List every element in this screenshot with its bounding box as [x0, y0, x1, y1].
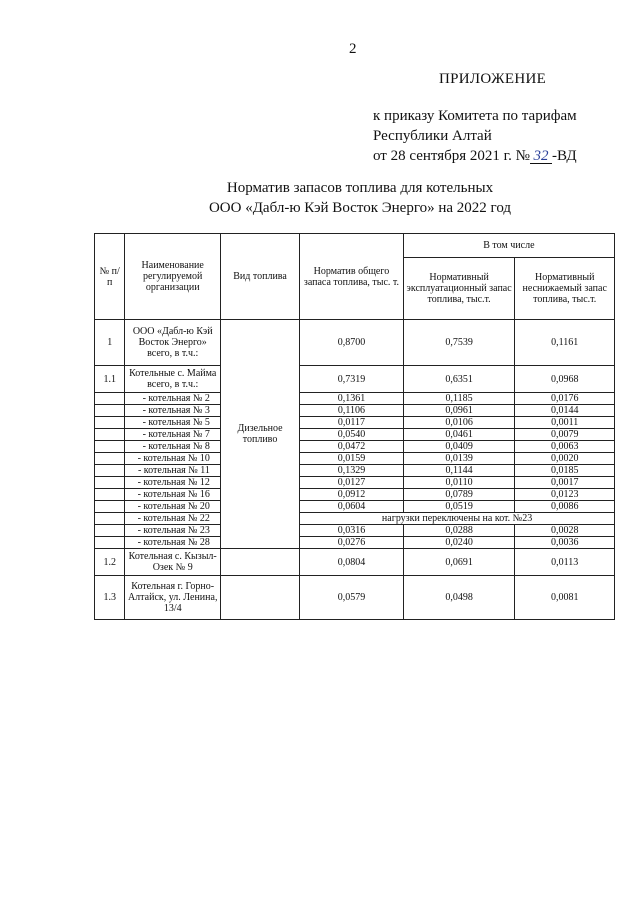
- row-num: [95, 525, 125, 537]
- row-total: 0,0579: [300, 576, 404, 620]
- header-num: № п/п: [95, 234, 125, 320]
- row-name: Котельная г. Горно-Алтайск, ул. Ленина, 13/4: [125, 576, 220, 620]
- row-total: 0,0276: [300, 537, 404, 549]
- row-reserve: 0,0081: [515, 576, 615, 620]
- row-name: - котельная № 2: [125, 393, 220, 405]
- row-operational: 0,0409: [403, 441, 515, 453]
- header-total: Норматив общего запаса топлива, тыс. т.: [300, 234, 404, 320]
- row-name: - котельная № 3: [125, 405, 220, 417]
- row-reserve: 0,0123: [515, 489, 615, 501]
- row-name: - котельная № 22: [125, 513, 220, 525]
- table-row: [95, 417, 615, 429]
- row-name: ООО «Дабл-ю Кэй Восток Энерго» всего, в т.ч.:: [125, 320, 220, 366]
- row-reserve: 0,0028: [515, 525, 615, 537]
- table-row: [95, 537, 615, 549]
- order-number: 32: [530, 149, 552, 164]
- row-operational: 0,0519: [403, 501, 515, 513]
- row-name: - котельная № 11: [125, 465, 220, 477]
- row-operational: 0,0498: [403, 576, 515, 620]
- order-line-2: Республики Алтай: [373, 128, 492, 144]
- row-operational: 0,0110: [403, 477, 515, 489]
- row-reserve: 0,0063: [515, 441, 615, 453]
- row-total: 0,0804: [300, 549, 404, 576]
- row-reserve: 0,0011: [515, 417, 615, 429]
- row-reserve: 0,0968: [515, 366, 615, 393]
- table-row: [95, 477, 615, 489]
- row-num: [95, 489, 125, 501]
- row-operational: 0,0106: [403, 417, 515, 429]
- row-total: 0,0159: [300, 453, 404, 465]
- row-num: [95, 537, 125, 549]
- row-num: 1: [95, 320, 125, 366]
- table-row: [95, 441, 615, 453]
- row-num: [95, 453, 125, 465]
- row-operational: 0,1185: [403, 393, 515, 405]
- row-num: 1.2: [95, 549, 125, 576]
- row-total: 0,0472: [300, 441, 404, 453]
- row-reserve: 0,1161: [515, 320, 615, 366]
- row-name: - котельная № 5: [125, 417, 220, 429]
- header-including: В том числе: [403, 234, 614, 258]
- table-row: [95, 429, 615, 441]
- table-row: [95, 513, 615, 525]
- row-operational: 0,0461: [403, 429, 515, 441]
- row-name: Котельная с. Кызыл-Озек № 9: [125, 549, 220, 576]
- table-row: [95, 393, 615, 405]
- order-date: от 28 сентября 2021 г. №: [373, 148, 530, 164]
- row-name: - котельная № 8: [125, 441, 220, 453]
- row-reserve: 0,0185: [515, 465, 615, 477]
- title-line-1: Норматив запасов топлива для котельных: [226, 180, 494, 196]
- row-num: [95, 393, 125, 405]
- appendix-heading: ПРИЛОЖЕНИЕ: [439, 71, 547, 87]
- row-num: 1.3: [95, 576, 125, 620]
- table-row: [95, 453, 615, 465]
- row-num: [95, 513, 125, 525]
- row-num: 1.1: [95, 366, 125, 393]
- title-line-2: ООО «Дабл-ю Кэй Восток Энерго» на 2022 год: [208, 200, 512, 216]
- row-total: 0,0117: [300, 417, 404, 429]
- table-row: [95, 576, 615, 620]
- table-row: [95, 525, 615, 537]
- row-reserve: 0,0036: [515, 537, 615, 549]
- row-reserve: 0,0079: [515, 429, 615, 441]
- order-suffix: -ВД: [551, 148, 577, 164]
- row-reserve: 0,0144: [515, 405, 615, 417]
- row-operational: 0,0789: [403, 489, 515, 501]
- row-name: - котельная № 20: [125, 501, 220, 513]
- row-operational: 0,0288: [403, 525, 515, 537]
- row-name: - котельная № 16: [125, 489, 220, 501]
- header-name: Наименование регулируемой организации: [125, 234, 220, 320]
- fuel-blank-cell: [220, 549, 299, 576]
- row-total: 0,1329: [300, 465, 404, 477]
- row-num: [95, 405, 125, 417]
- table-row: [95, 465, 615, 477]
- row-name: - котельная № 28: [125, 537, 220, 549]
- header-reserve: Нормативный неснижаемый запас топлива, тыс.т.: [515, 258, 615, 320]
- row-total: 0,7319: [300, 366, 404, 393]
- row-reserve: 0,0113: [515, 549, 615, 576]
- order-line-3: [373, 146, 577, 166]
- row-operational: 0,0691: [403, 549, 515, 576]
- order-line-1: к приказу Комитета по тарифам: [373, 108, 577, 124]
- fuel-reserve-table: [94, 233, 615, 620]
- fuel-type-cell: Дизельное топливо: [220, 320, 299, 549]
- row-total: 0,0604: [300, 501, 404, 513]
- row-total: 0,1106: [300, 405, 404, 417]
- table-row: [95, 366, 615, 393]
- row-total: 0,0316: [300, 525, 404, 537]
- table-row: [95, 549, 615, 576]
- row-total: 0,0912: [300, 489, 404, 501]
- merged-note-cell: нагрузки переключены на кот. №23: [300, 513, 615, 525]
- row-num: [95, 477, 125, 489]
- table-row: [95, 405, 615, 417]
- row-num: [95, 465, 125, 477]
- table-row: [95, 501, 615, 513]
- fuel-blank-cell: [220, 576, 299, 620]
- row-name: - котельная № 12: [125, 477, 220, 489]
- header-operational: Нормативный эксплуатационный запас топлива, тыс.т.: [403, 258, 515, 320]
- row-total: 0,0540: [300, 429, 404, 441]
- row-num: [95, 441, 125, 453]
- row-total: 0,8700: [300, 320, 404, 366]
- row-operational: 0,1144: [403, 465, 515, 477]
- row-total: 0,0127: [300, 477, 404, 489]
- row-operational: 0,0240: [403, 537, 515, 549]
- header-fuel: Вид топлива: [220, 234, 299, 320]
- row-name: - котельная № 7: [125, 429, 220, 441]
- row-num: [95, 417, 125, 429]
- row-reserve: 0,0086: [515, 501, 615, 513]
- row-operational: 0,0961: [403, 405, 515, 417]
- row-reserve: 0,0017: [515, 477, 615, 489]
- table-row: [95, 320, 615, 366]
- row-operational: 0,6351: [403, 366, 515, 393]
- page-number: 2: [349, 41, 357, 57]
- row-name: - котельная № 23: [125, 525, 220, 537]
- row-num: [95, 429, 125, 441]
- row-num: [95, 501, 125, 513]
- row-operational: 0,7539: [403, 320, 515, 366]
- order-reference: [373, 106, 577, 166]
- row-reserve: 0,0176: [515, 393, 615, 405]
- row-total: 0,1361: [300, 393, 404, 405]
- row-reserve: 0,0020: [515, 453, 615, 465]
- document-title: [0, 178, 639, 218]
- row-name: Котельные с. Майма всего, в т.ч.:: [125, 366, 220, 393]
- table-row: [95, 489, 615, 501]
- row-name: - котельная № 10: [125, 453, 220, 465]
- row-operational: 0,0139: [403, 453, 515, 465]
